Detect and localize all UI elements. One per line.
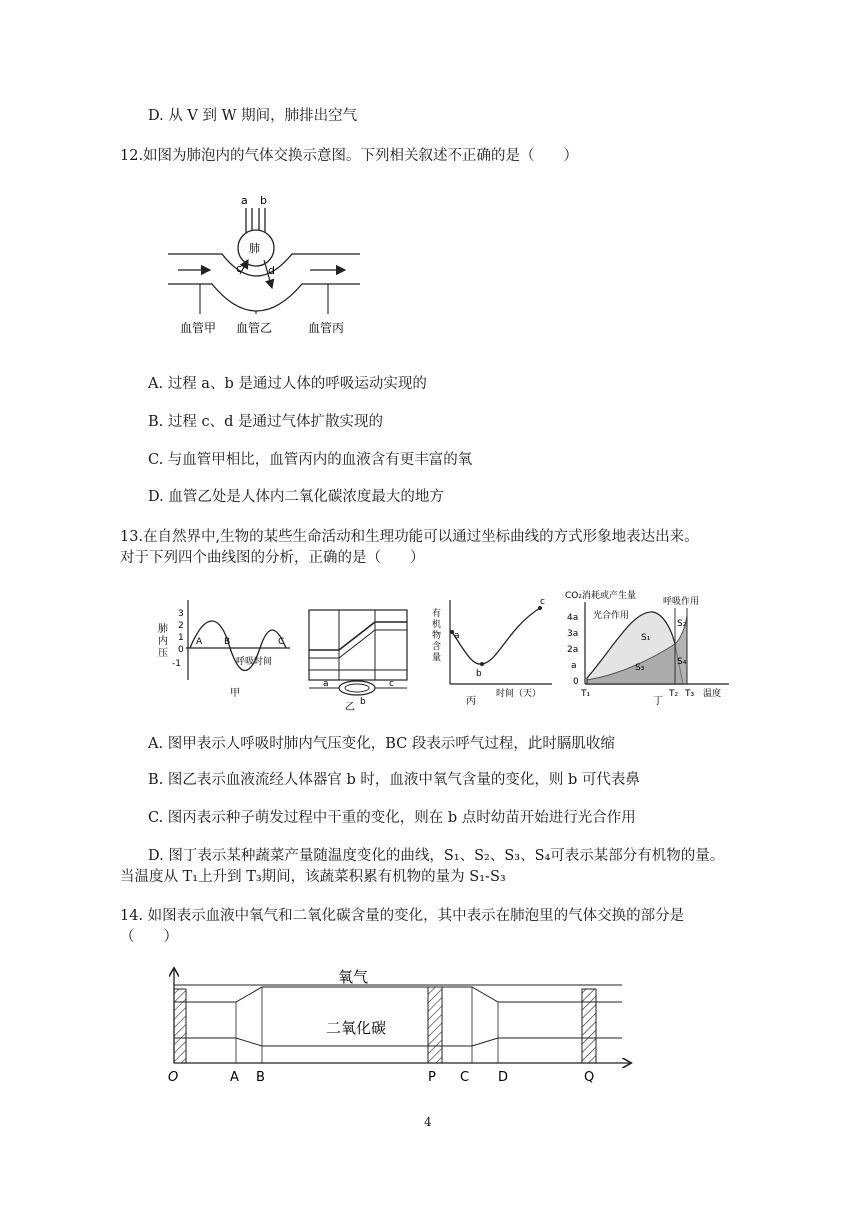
- vessel-yi-label: 血管乙: [236, 321, 273, 335]
- blood-gas-diagram: [160, 965, 640, 1085]
- bing-xlabel: 时间（天）: [496, 689, 542, 699]
- question-14-stem-line2: （ ）: [120, 929, 178, 945]
- hatched-bar-q: [582, 989, 596, 1063]
- alveolus-label: 肺: [249, 242, 260, 255]
- ding-ytick-0: 0: [573, 677, 579, 687]
- bing-point-c: c: [540, 597, 545, 607]
- ding-xlabel: 温度: [703, 689, 722, 699]
- page-number: 4: [424, 1115, 432, 1129]
- graph-jia: [150, 592, 300, 712]
- ding-caption: 丁: [653, 696, 663, 707]
- question-12-stem: 12.如图为肺泡内的气体交换示意图。下列相关叙述不正确的是（ ）: [120, 148, 579, 164]
- label-c: c: [236, 262, 243, 275]
- jia-point-c: C: [278, 637, 285, 647]
- alveolus-gas-exchange-diagram: [160, 190, 380, 340]
- ding-ytick-4a: 4a: [567, 613, 579, 623]
- x-label-o: O: [168, 1070, 179, 1085]
- ding-t2: T₂: [669, 689, 679, 699]
- jia-tick-2: 2: [178, 621, 184, 631]
- graph-ding: [563, 588, 733, 714]
- label-a: a: [241, 194, 248, 207]
- yi-caption: 乙: [345, 702, 355, 712]
- vessel-bing-label: 血管丙: [308, 321, 345, 335]
- question-13-stem-line2: 对于下列四个曲线图的分析，正确的是（ ）: [120, 550, 425, 566]
- option-13d-line2: 当温度从 T₁上升到 T₃期间，该蔬菜积累有机物的量为 S₁-S₃: [120, 869, 506, 885]
- option-12b: B. 过程 c、d 是通过气体扩散实现的: [148, 414, 383, 430]
- jia-tick-1: 1: [178, 633, 184, 643]
- jia-tick-3: 3: [178, 609, 184, 619]
- label-d: d: [268, 264, 275, 277]
- co2-curve: [174, 1038, 622, 1046]
- option-12c: C. 与血管甲相比，血管丙内的血液含有更丰富的氧: [148, 452, 473, 468]
- graph-bing: [428, 592, 556, 712]
- ding-s3: S₃: [635, 663, 645, 673]
- oxygen-curve: [174, 987, 622, 1002]
- yi-label-b: b: [360, 697, 366, 707]
- ding-t3: T₃: [685, 689, 695, 699]
- yi-label-c: c: [389, 679, 394, 689]
- option-13a: A. 图甲表示人呼吸时肺内气压变化，BC 段表示呼气过程，此时膈肌收缩: [148, 736, 615, 752]
- option-12d: D. 血管乙处是人体内二氧化碳浓度最大的地方: [148, 489, 444, 505]
- ding-title: CO₂消耗或产生量: [565, 591, 636, 601]
- yi-label-a: a: [323, 679, 329, 689]
- x-label-c: C: [460, 1070, 470, 1085]
- ding-ytick-3a: 3a: [567, 629, 579, 639]
- jia-ylabel: 肺内压: [158, 624, 168, 659]
- co2-label: 二氧化碳: [326, 1019, 387, 1037]
- x-label-p: P: [428, 1070, 436, 1085]
- ding-s4: S₄: [677, 657, 687, 667]
- jia-tick-0: 0: [178, 645, 184, 655]
- label-b: b: [260, 194, 267, 207]
- jia-caption: 甲: [230, 688, 240, 699]
- x-label-d: D: [498, 1070, 509, 1085]
- question-13-stem-line1: 13.在自然界中,生物的某些生命活动和生理功能可以通过坐标曲线的方式形象地表达出来。: [120, 529, 699, 545]
- ding-ytick-2a: 2a: [567, 645, 579, 655]
- bing-point-b: b: [476, 669, 482, 679]
- bing-caption: 丙: [466, 696, 476, 707]
- oxygen-label: 氧气: [338, 968, 369, 986]
- ding-resp-label: 呼吸作用: [663, 597, 700, 607]
- x-label-b: B: [256, 1070, 265, 1085]
- jia-point-b: B: [224, 637, 231, 647]
- option-12a: A. 过程 a、b 是通过人体的呼吸运动实现的: [148, 376, 427, 392]
- hatched-bar-o: [174, 989, 186, 1063]
- bing-point-a: a: [454, 631, 460, 641]
- jia-point-a: A: [196, 637, 203, 647]
- x-label-q: Q: [584, 1070, 595, 1085]
- bing-ylabel: 有机物含量: [432, 609, 442, 663]
- jia-xlabel: 呼吸时间: [236, 657, 273, 667]
- question-14-stem-line1: 14. 如图表示血液中氧气和二氧化碳含量的变化，其中表示在肺泡里的气体交换的部分是: [120, 908, 685, 924]
- option-11d: D. 从 V 到 W 期间，肺排出空气: [148, 108, 358, 124]
- ding-ps-label: 光合作用: [593, 611, 630, 621]
- vessel-jia-label: 血管甲: [180, 321, 217, 335]
- hatched-bar-p: [428, 987, 442, 1063]
- ding-s1: S₁: [641, 633, 651, 643]
- x-label-a: A: [230, 1070, 239, 1085]
- ding-t1: T₁: [581, 689, 591, 699]
- graph-yi: [305, 600, 415, 712]
- ding-s2: S₂: [677, 619, 687, 629]
- option-13b: B. 图乙表示血液流经人体器官 b 时，血液中氧气含量的变化，则 b 可代表鼻: [148, 772, 640, 788]
- jia-tick-neg1: -1: [172, 659, 181, 669]
- option-13d-line1: D. 图丁表示某种蔬菜产量随温度变化的曲线，S₁、S₂、S₃、S₄可表示某部分有机物的量。: [148, 848, 725, 864]
- option-13c: C. 图丙表示种子萌发过程中干重的变化，则在 b 点时幼苗开始进行光合作用: [148, 810, 636, 826]
- ding-ytick-a: a: [571, 661, 577, 671]
